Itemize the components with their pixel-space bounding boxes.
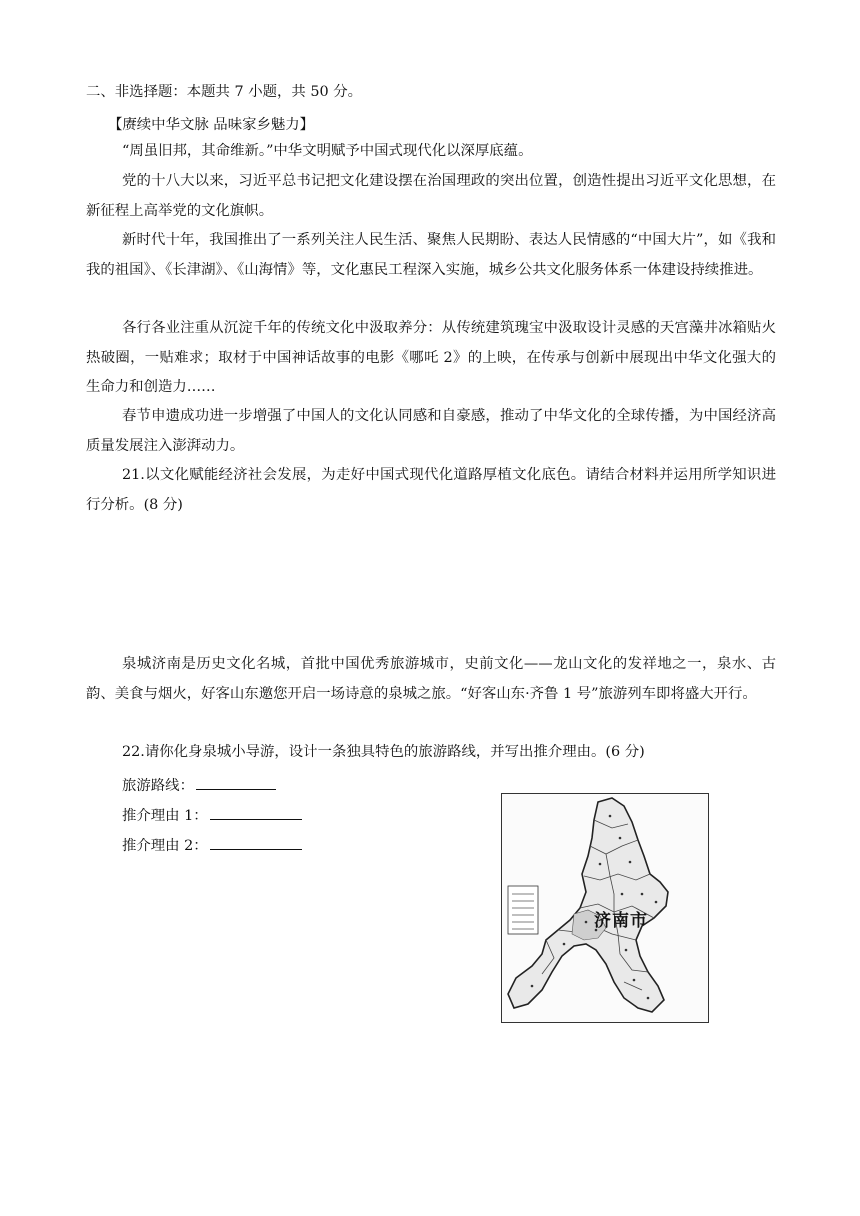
material-paragraph: 各行各业注重从沉淀千年的传统文化中汲取养分：从传统建筑瑰宝中汲取设计灵感的天宫藻井冰箱贴火热破圈，一贴难求；取材于中国神话故事的电影《哪吒 2》的上映，在传承与创新中展现出中华文化强大的生命力和创造力…… bbox=[86, 320, 776, 395]
route-label: 旅游路线： bbox=[122, 778, 194, 794]
material-paragraph: 春节申遗成功进一步增强了中国人的文化认同感和自豪感，推动了中华文化的全球传播，为中国经济高质量发展注入澎湃动力。 bbox=[86, 408, 776, 454]
place-marker bbox=[625, 949, 628, 952]
place-marker bbox=[621, 893, 624, 896]
reason1-label: 推介理由 1： bbox=[122, 808, 208, 824]
question-21: 21.以文化赋能经济社会发展，为走好中国式现代化道路厚植文化底色。请结合材料并运用所学知识进行分析。(8 分) bbox=[86, 467, 776, 513]
material-paragraph: 新时代十年，我国推出了一系列关注人民生活、聚焦人民期盼、表达人民情感的“中国大片”，如《我和我的祖国》、《长津湖》、《山海情》等，文化惠民工程深入实施，城乡公共文化服务体系一体建设持续推进。 bbox=[86, 232, 776, 278]
reason2-label: 推介理由 2： bbox=[122, 838, 208, 854]
topic-heading: 【赓续中华文脉 品味家乡魅力】 bbox=[108, 117, 315, 133]
reason2-blank[interactable] bbox=[210, 834, 302, 850]
place-marker bbox=[585, 921, 588, 924]
place-marker bbox=[563, 943, 566, 946]
jinan-map bbox=[501, 793, 709, 1023]
material-paragraph: “周虽旧邦，其命维新。”中华文明赋予中国式现代化以深厚底蕴。 bbox=[122, 143, 533, 159]
material-paragraph: 党的十八大以来，习近平总书记把文化建设摆在治国理政的突出位置，创造性提出习近平文化思想，在新征程上高举党的文化旗帜。 bbox=[86, 173, 776, 219]
material-paragraph: 泉城济南是历史文化名城，首批中国优秀旅游城市，史前文化——龙山文化的发祥地之一，泉水、古韵、美食与烟火，好客山东邀您开启一场诗意的泉城之旅。“好客山东·齐鲁 1 号”旅游列车即将盛大开行。 bbox=[86, 656, 776, 702]
question-22: 22.请你化身泉城小导游，设计一条独具特色的旅游路线，并写出推介理由。(6 分) bbox=[122, 744, 645, 760]
map-legend bbox=[508, 886, 538, 934]
map-city-label: 济南市 bbox=[594, 911, 648, 931]
reason2-answer-line bbox=[122, 834, 302, 856]
place-marker bbox=[633, 979, 636, 982]
place-marker bbox=[647, 997, 650, 1000]
place-marker bbox=[599, 863, 602, 866]
reason1-blank[interactable] bbox=[210, 804, 302, 820]
place-marker bbox=[641, 893, 644, 896]
reason1-answer-line bbox=[122, 804, 302, 826]
place-marker bbox=[655, 901, 658, 904]
place-marker bbox=[619, 837, 622, 840]
place-marker bbox=[609, 815, 612, 818]
place-marker bbox=[629, 861, 632, 864]
section-title: 二、非选择题：本题共 7 小题，共 50 分。 bbox=[86, 84, 363, 100]
route-answer-line bbox=[122, 774, 276, 796]
place-marker bbox=[531, 985, 534, 988]
route-blank[interactable] bbox=[196, 774, 276, 790]
